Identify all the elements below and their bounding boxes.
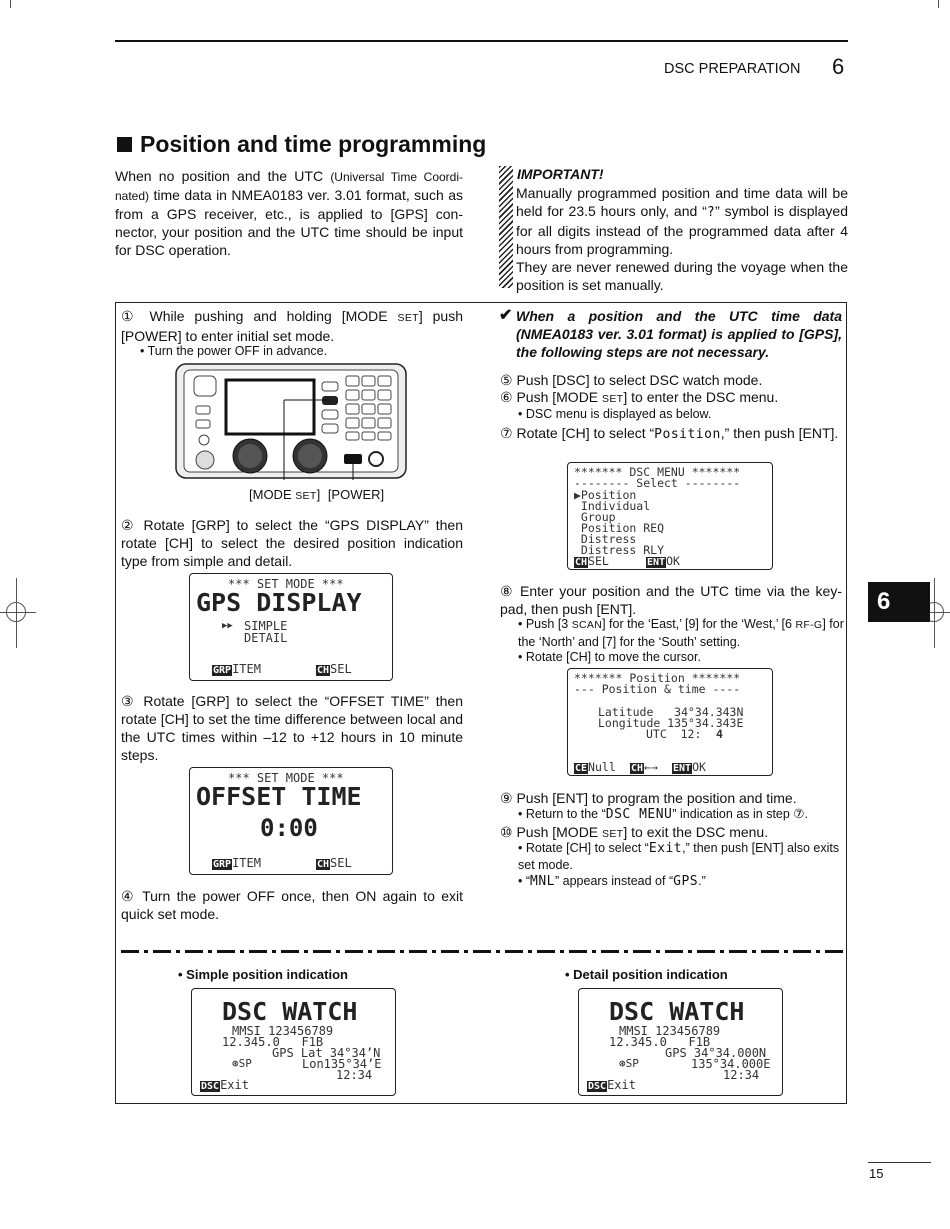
callout-mode-set: [MODE SET] — [249, 487, 321, 502]
dash-dot-divider — [121, 950, 843, 953]
important-text: Manually programmed position and time data will be held for 23.5 hours only, and “?” symbol is displayed for all digits instead of the programmed data after 4 hours from programming. They are never renewed during the voyage when the position is set manually. — [516, 185, 849, 293]
crop-mark-tr — [938, 0, 939, 8]
lcd-detail-watch: DSC WATCH MMSI 123456789 12.345.0 F1B GPS 34°34.000N ⊛SP 135°34.000E 12:34 DSCExit — [578, 988, 783, 1096]
title-square-icon — [117, 137, 132, 152]
step-8-note-1: • Push [3 SCAN] for the ‘East,’ [9] for the ‘West,’ [6 RF-G] for the ‘North’ and [7] for the ‘South’ setting. — [518, 617, 844, 649]
check-icon: ✔ — [499, 307, 513, 324]
intro-paragraph: When no position and the UTC (Universal Time Coordi-nated) time data in NMEA0183 ver. 3.01 format, such as from a GPS receiver, etc., is applied to [GPS] con-nector, your position and the UTC time should be input for DSC operation. — [115, 168, 463, 258]
cursor-digit: 4 — [716, 727, 723, 741]
step-10-note-1: • Rotate [CH] to select “Exit,” then push [ENT] also exits set mode. — [518, 841, 840, 872]
header-rule — [115, 40, 848, 42]
chapter-number: 6 — [832, 54, 845, 79]
step-9-note: • Return to the “DSC MENU” indication as in step ⑦. — [518, 807, 808, 822]
detail-label: • Detail position indication — [565, 967, 728, 982]
footer-rule — [868, 1162, 931, 1163]
lcd-simple-watch: DSC WATCH MMSI 123456789 12.345.0 F1B GPS Lat 34°34’N ⊛SP Lon135°34’E 12:34 DSCExit — [191, 988, 396, 1096]
lcd-position-time: ******* Position ******* --- Position & time ---- Latitude 34°34.343N Longitude 135°34.343E UTC 12: 4 CENull CH←→ ENTOK — [567, 668, 773, 776]
simple-label: • Simple position indication — [178, 967, 348, 982]
step-9: ⑨ Push [ENT] to program the position and time. — [500, 790, 797, 806]
step-10-note-2: • “MNL” appears instead of “GPS.” — [518, 874, 706, 889]
step-7: ⑦ Rotate [CH] to select “Position,” then push [ENT]. — [500, 425, 839, 442]
step-8-note-2: • Rotate [CH] to move the cursor. — [518, 650, 701, 664]
step-5: ⑤ Push [DSC] to select DSC watch mode. — [500, 372, 763, 388]
lcd-offset-time: *** SET MODE *** OFFSET TIME 0:00 GRPITEM CHSEL — [189, 767, 393, 875]
crop-mark-left-v — [16, 578, 17, 648]
callout-labels — [249, 487, 384, 502]
lcd-gps-display: *** SET MODE *** GPS DISPLAY ▶▶ SIMPLE DETAIL GRPITEM CHSEL — [189, 573, 393, 681]
crop-mark-tl — [10, 0, 11, 8]
page-title: Position and time programming — [140, 131, 487, 157]
callout-power: [POWER] — [327, 487, 385, 502]
important-hatch — [499, 166, 513, 288]
step-2: ② Rotate [GRP] to select the “GPS DISPLAY” then rotate [CH] to select the desired position indication type from simple and detail. — [121, 517, 463, 569]
step-4: ④ Turn the power OFF once, then ON again to exit quick set mode. — [121, 888, 463, 922]
check-note: When a position and the UTC time data (NMEA0183 ver. 3.01 format) is applied to [GPS], the following steps are not necessary. — [516, 308, 842, 360]
radio-front-panel — [172, 362, 412, 482]
step-8: ⑧ Enter your position and the UTC time via the key-pad, then push [ENT]. — [500, 583, 842, 617]
step-10: ⑩ Push [MODE SET] to exit the DSC menu. — [500, 824, 769, 840]
page-number: 15 — [869, 1166, 884, 1181]
step-1-note: • Turn the power OFF in advance. — [140, 344, 328, 358]
lcd-dsc-menu: ******* DSC MENU ******* -------- Select -------- ▶Position Individual Group Position REQ Distress Distress RLY CHSEL ENTOK — [567, 462, 773, 570]
selection-arrow-icon: ▶▶ — [222, 621, 233, 631]
step-6: ⑥ Push [MODE SET] to enter the DSC menu. — [500, 389, 779, 405]
step-1: ① While pushing and holding [MODE SET] push [POWER] to enter initial set mode. — [121, 308, 464, 344]
important-heading: IMPORTANT! — [517, 166, 604, 182]
step-3: ③ Rotate [GRP] to select the “OFFSET TIME” then rotate [CH] to set the time difference between local and the UTC times within –12 to +12 hours in 10 minute steps. — [121, 693, 463, 763]
chapter-tab-number: 6 — [877, 588, 891, 615]
crop-mark-right-v — [934, 578, 935, 648]
section-header: DSC PREPARATION — [664, 61, 801, 77]
step-6-note: • DSC menu is displayed as below. — [518, 407, 712, 421]
